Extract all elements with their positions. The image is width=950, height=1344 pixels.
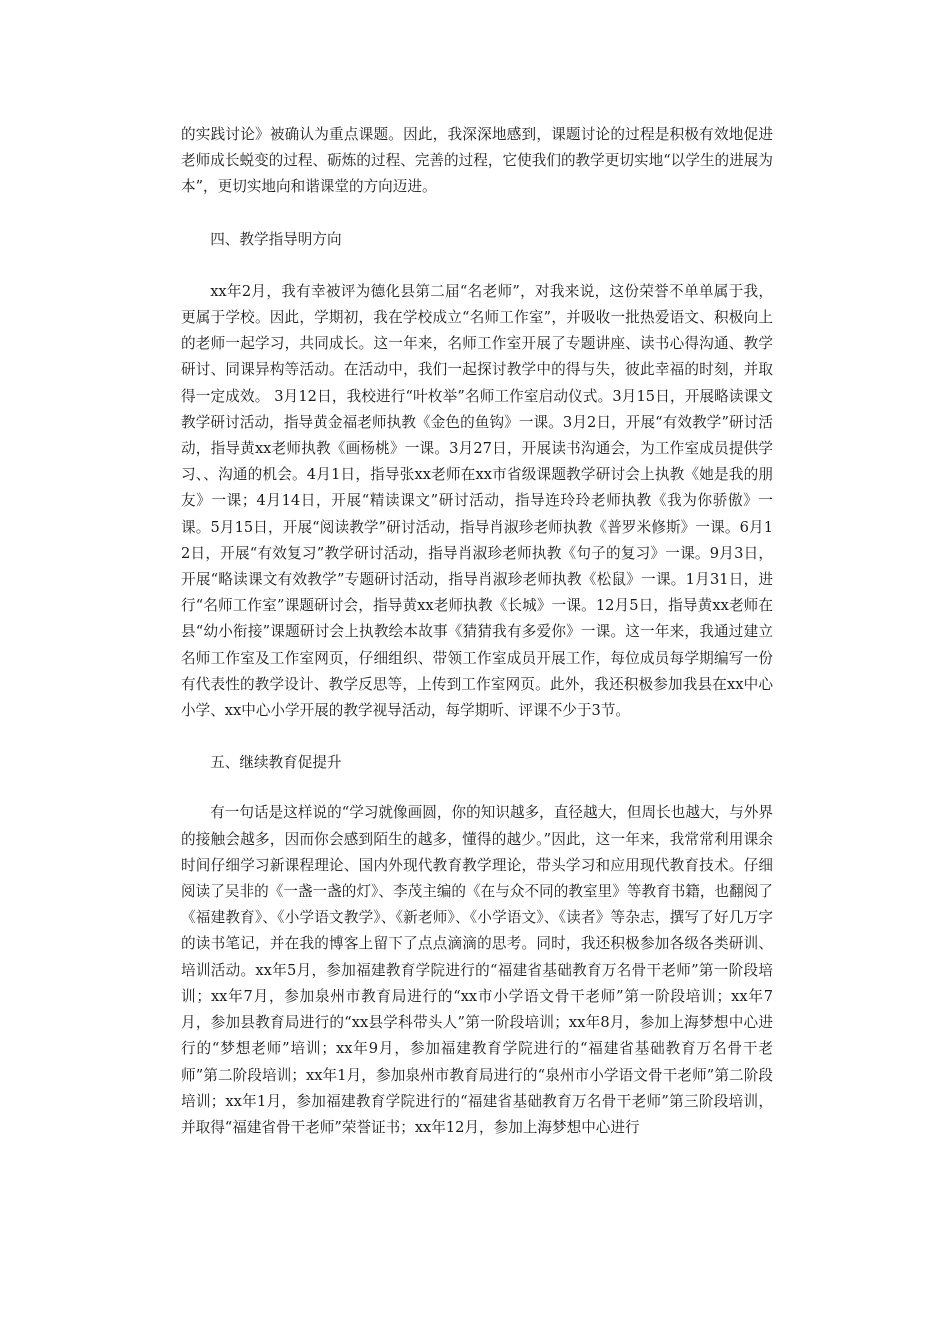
spacer <box>181 201 773 227</box>
section-5-paragraph: 有一句话是这样说的“学习就像画圆，你的知识越多，直径越大，但周长也越大，与外界的接触会越多，因而你会感到陌生的越多，懂得的越少。”因此，这一年来，我常常利用课余时间仔细学习新课程理论、国内外现代教育教学理论，带头学习和应用现代教育技术。仔细阅读了吴非的《一盏一盏的灯》、李茂主编的《在与众不同的教室里》等教育书籍，也翻阅了《福建教育》、《小学语文教学》、《新老师》、《小学语文》、《读者》等杂志，撰写了好几万字的读书笔记，并在我的博客上留下了点点滴滴的思考。同时，我还积极参加各级各类研训、培训活动。xx年5月，参加福建教育学院进行的“福建省基础教育万名骨干老师”第一阶段培训；xx年7月，参加泉州市教育局进行的“xx市小学语文骨干老师”第一阶段培训；xx年7月，参加县教育局进行的“xx县学科带头人”第一阶段培训；xx年8月，参加上海梦想中心进行的“梦想老师”培训；xx年9月，参加福建教育学院进行的“福建省基础教育万名骨干老师”第二阶段培训；xx年1月，参加泉州市教育局进行的“泉州市小学语文骨干老师”第二阶段培训；xx年1月，参加福建教育学院进行的“福建省基础教育万名骨干老师”第三阶段培训，并取得“福建省骨干老师”荣誉证书；xx年12月，参加上海梦想中心进行 <box>181 804 773 1136</box>
spacer <box>181 776 773 800</box>
section-heading-4: 四、教学指导明方向 <box>210 230 342 248</box>
paragraph-continuation: 的实践讨论》被确认为重点课题。因此，我深深地感到，课题讨论的过程是积极有效地促进老师成长蜕变的过程、砺炼的过程、完善的过程，它使我们的教学更切实地“以学生的进展为本”，更切实地向和谐课堂的方向迈进。 <box>181 126 773 196</box>
section-4-paragraph: xx年2月，我有幸被评为德化县第二届“名老师”，对我来说，这份荣誉不单单属于我，更属于学校。因此，学期初，我在学校成立“名师工作室”，并吸收一批热爱语文、积极向上的老师一起学习，共同成长。这一年来，名师工作室开展了专题讲座、读书心得沟通、教学研讨、同课异构等活动。在活动中，我们一起探讨教学中的得与失，彼此幸福的时刻，并取得一定成效。 3月12日，我校进行“叶枚举”名师工作室启动仪式。3月15日，开展略读课文教学研讨活动，指导黄金福老师执教《金色的鱼钩》一课。3月2日，开展“有效教学”研讨活动，指导黄xx老师执教《画杨桃》一课。3月27日，开展读书沟通会，为工作室成员提供学习、、沟通的机会。4月1日，指导张xx老师在xx市省级课题教学研讨会上执教《她是我的朋友》一课；4月14日，开展“精读课文”研讨活动，指导连玲玲老师执教《我为你骄傲》一课。5月15日，开展“阅读教学”研讨活动，指导肖淑珍老师执教《普罗米修斯》一课。6月12日，开展“有效复习”教学研讨活动，指导肖淑珍老师执教《句子的复习》一课。9月3日，开展“略读课文有效教学”专题研讨活动，指导肖淑珍老师执教《松鼠》一课。1月31日，进行“名师工作室”课题研讨会，指导黄xx老师执教《长城》一课。12月5日，指导黄xx老师在县“幼小衔接”课题研讨会上执教绘本故事《猜猜我有多爱你》一课。这一年来，我通过建立名师工作室及工作室网页，仔细组织、带领工作室成员开展工作，每位成员每学期编写一份有代表性的教学设计、教学反思等，上传到工作室网页。此外，我还积极参加我县在xx中心小学、xx中心小学开展的教学视导活动，每学期听、评课不少于3节。 <box>181 282 773 720</box>
spacer <box>181 724 773 750</box>
document-body <box>181 122 773 1141</box>
spacer <box>181 253 773 279</box>
section-heading-5: 五、继续教育促提升 <box>210 754 342 772</box>
